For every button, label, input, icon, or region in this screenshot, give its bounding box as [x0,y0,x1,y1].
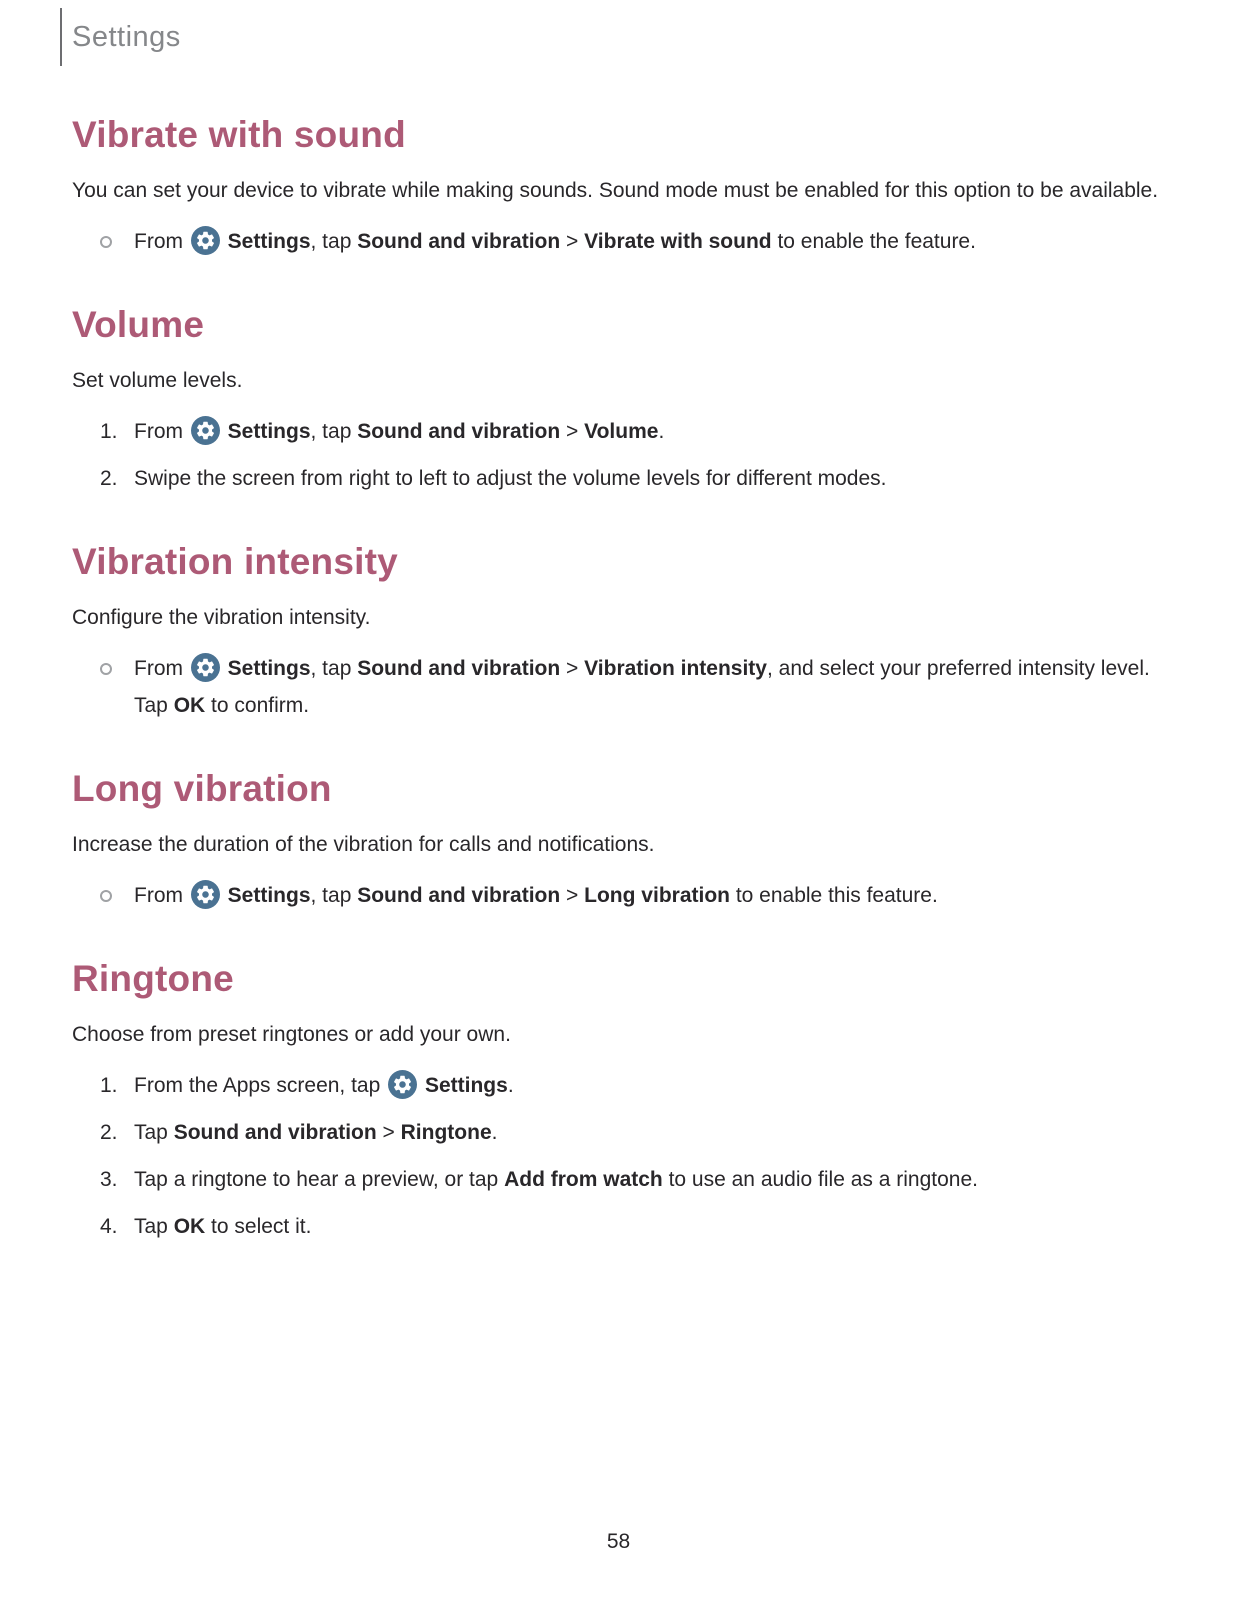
bullet-list [72,223,1165,260]
emphasis-text: Sound and vibration [357,657,561,680]
list-item-text [134,1161,1165,1198]
emphasis-text: Vibration intensity [584,657,767,680]
list-item-text [134,223,1165,260]
text-run: , tap [310,230,358,253]
list-item-text [134,1208,1165,1245]
bullet-list [72,650,1165,724]
list-item-text [134,460,1165,497]
content [72,68,1165,1255]
text-run: Swipe the screen from right to left to adjust the volume levels for different modes. [134,467,887,490]
text-run: Tap [134,1215,174,1238]
text-run: From [134,230,189,253]
bullet-icon [100,223,134,260]
list-item [100,1208,1165,1245]
header-title: Settings [72,20,181,53]
list-item-text [134,1114,1165,1151]
emphasis-text: OK [173,694,206,717]
settings-gear-icon [191,880,220,909]
text-run: > [560,420,585,443]
list-number: 2. [100,1121,118,1144]
list-item [100,413,1165,450]
text-run: > [560,884,585,907]
list-item [100,223,1165,260]
emphasis-text: Long vibration [584,884,730,907]
section-intro [72,1016,1165,1053]
page-footer [72,1530,1165,1600]
emphasis-text: Sound and vibration [357,230,561,253]
section-heading: Ringtone [72,958,234,999]
bullet-icon [100,877,134,914]
section-heading: Vibration intensity [72,541,398,582]
list-number: 2. [100,467,118,490]
list-item [100,1161,1165,1198]
text-run: > [560,657,585,680]
text-run: , tap [310,420,358,443]
text-run: to confirm. [205,694,310,717]
numbered-step-list [72,1067,1165,1245]
text-run: Tap [134,1121,174,1144]
emphasis-text: Settings [227,657,311,680]
text-run: to enable this feature. [729,884,938,907]
bullet-list [72,877,1165,914]
list-item-text [134,1067,1165,1104]
list-item-text [134,413,1165,450]
emphasis-text: Volume [584,420,659,443]
section-heading: Long vibration [72,768,332,809]
text-run: > [560,230,585,253]
text-run: , and select your preferred intensity level. Tap [134,657,1150,717]
list-number: 1. [100,1074,118,1097]
text-run: , tap [310,657,358,680]
section-heading: Volume [72,304,205,345]
section-intro [72,362,1165,399]
text-run: to select it. [205,1215,312,1238]
emphasis-text: Vibrate with sound [584,230,772,253]
bullet-circle-icon [100,663,112,675]
text-run: Tap a ringtone to hear a preview, or tap [134,1168,505,1191]
emphasis-text: Ringtone [400,1121,492,1144]
text-run: > [376,1121,401,1144]
list-number: 4. [100,1215,118,1238]
text-run: Configure the vibration intensity. [72,606,371,629]
list-item [100,877,1165,914]
text-run: , tap [310,884,358,907]
section-intro [72,172,1165,209]
settings-gear-icon [191,416,220,445]
list-item [100,460,1165,497]
text-run: . [491,1121,498,1144]
section-heading: Vibrate with sound [72,114,406,155]
settings-gear-icon [388,1070,417,1099]
numbered-step-list [72,413,1165,497]
text-run: Choose from preset ringtones or add your own. [72,1023,511,1046]
section-intro [72,599,1165,636]
text-run: to enable the feature. [771,230,976,253]
list-item [100,1067,1165,1104]
bullet-circle-icon [100,236,112,248]
text-run: You can set your device to vibrate while making sounds. Sound mode must be enabled for this option to be available. [72,179,1159,202]
text-run: From [134,657,189,680]
emphasis-text: Sound and vibration [173,1121,377,1144]
text-run: Set volume levels. [72,369,243,392]
emphasis-text: Sound and vibration [357,420,561,443]
emphasis-text: Settings [227,420,311,443]
text-run: From the Apps screen, tap [134,1074,387,1097]
emphasis-text: Settings [424,1074,508,1097]
list-number: 1. [100,420,118,443]
emphasis-text: Settings [227,230,311,253]
settings-gear-icon [191,226,220,255]
list-item [100,1114,1165,1151]
list-number: 3. [100,1168,118,1191]
emphasis-text: Sound and vibration [357,884,561,907]
text-run: From [134,884,189,907]
page-header [60,6,1165,68]
text-run: to use an audio file as a ringtone. [662,1168,978,1191]
section-intro [72,826,1165,863]
text-run: From [134,420,189,443]
settings-gear-icon [191,653,220,682]
emphasis-text: Add from watch [504,1168,663,1191]
emphasis-text: OK [173,1215,206,1238]
bullet-icon [100,650,134,687]
list-item-text [134,650,1165,724]
bullet-circle-icon [100,890,112,902]
list-item [100,650,1165,724]
text-run: . [507,1074,514,1097]
text-run: . [658,420,665,443]
list-item-text [134,877,1165,914]
text-run: Increase the duration of the vibration for calls and notifications. [72,833,655,856]
page-number: 58 [606,1530,631,1553]
emphasis-text: Settings [227,884,311,907]
